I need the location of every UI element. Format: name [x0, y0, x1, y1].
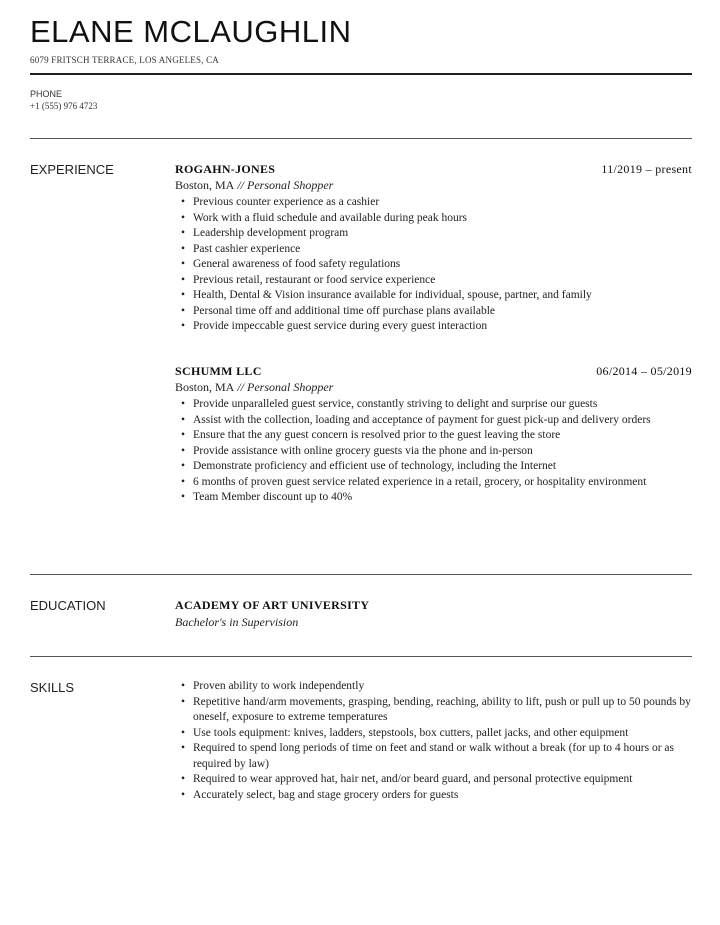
- section-divider: [30, 138, 692, 139]
- candidate-name: ELANE MCLAUGHLIN: [30, 14, 352, 49]
- degree: Bachelor's in Supervision: [175, 615, 299, 629]
- company-name: SCHUMM LLC: [175, 364, 262, 378]
- list-item: • Repetitive hand/arm movements, grasping, bending, reaching, ability to lift, push or pull up to 50 pounds by oneself, exposure to extreme temperatures: [175, 695, 692, 726]
- education-heading: EDUCATION: [30, 598, 106, 613]
- company-name: ROGAHN-JONES: [175, 162, 276, 176]
- job-dates: 06/2014 – 05/2019: [596, 364, 692, 378]
- job-bullets: [175, 195, 692, 335]
- phone-label: PHONE: [30, 89, 63, 99]
- list-item: • Previous retail, restaurant or food service experience: [175, 273, 692, 289]
- job-header: [175, 364, 692, 379]
- skills-entry: [175, 679, 692, 803]
- list-item: • Leadership development program: [175, 226, 692, 242]
- job-entry: [175, 162, 692, 335]
- education-entry: [175, 598, 692, 630]
- job-role: Personal Shopper: [247, 178, 334, 192]
- job-dates: 11/2019 – present: [601, 162, 692, 176]
- role-separator: //: [234, 380, 248, 394]
- list-item: • Assist with the collection, loading and acceptance of payment for guest pick-up and delivery orders: [175, 413, 692, 429]
- list-item: • Proven ability to work independently: [175, 679, 692, 695]
- list-item: • Team Member discount up to 40%: [175, 490, 692, 506]
- section-divider: [30, 656, 692, 657]
- skills-heading: SKILLS: [30, 680, 75, 695]
- section-divider: [30, 574, 692, 575]
- job-subtitle: [175, 178, 692, 193]
- list-item: • Health, Dental & Vision insurance available for individual, spouse, partner, and family: [175, 288, 692, 304]
- job-entry: [175, 364, 692, 506]
- list-item: • Provide impeccable guest service during every guest interaction: [175, 319, 692, 335]
- school-name: ACADEMY OF ART UNIVERSITY: [175, 598, 370, 612]
- list-item: • Provide assistance with online grocery guests via the phone and in-person: [175, 444, 692, 460]
- job-role: Personal Shopper: [247, 380, 334, 394]
- job-location: Boston, MA: [175, 178, 235, 192]
- experience-heading: EXPERIENCE: [30, 162, 114, 177]
- list-item: • Use tools equipment: knives, ladders, stepstools, box cutters, pallet jacks, and other equipment: [175, 726, 692, 742]
- list-item: • Provide unparalleled guest service, constantly striving to delight and surprise our guests: [175, 397, 692, 413]
- education-header: [175, 598, 692, 613]
- list-item: • Ensure that the any guest concern is resolved prior to the guest leaving the store: [175, 428, 692, 444]
- role-separator: //: [234, 178, 248, 192]
- list-item: • Required to spend long periods of time on feet and stand or walk without a break (for up to 4 hours or as required by law): [175, 741, 692, 772]
- address: 6079 FRITSCH TERRACE, LOS ANGELES, CA: [30, 55, 220, 65]
- list-item: • Past cashier experience: [175, 242, 692, 258]
- job-bullets: [175, 397, 692, 506]
- list-item: • Personal time off and additional time off purchase plans available: [175, 304, 692, 320]
- job-subtitle: [175, 380, 692, 395]
- skills-bullets: [175, 679, 692, 803]
- list-item: • 6 months of proven guest service related experience in a retail, grocery, or hospitality environment: [175, 475, 692, 491]
- list-item: • Accurately select, bag and stage grocery orders for guests: [175, 788, 692, 804]
- job-header: [175, 162, 692, 177]
- list-item: • Previous counter experience as a cashier: [175, 195, 692, 211]
- list-item: • General awareness of food safety regulations: [175, 257, 692, 273]
- list-item: • Required to wear approved hat, hair net, and/or beard guard, and personal protective equipment: [175, 772, 692, 788]
- phone-number: +1 (555) 976 4723: [30, 101, 98, 111]
- header-divider: [30, 73, 692, 75]
- job-location: Boston, MA: [175, 380, 235, 394]
- list-item: • Demonstrate proficiency and efficient use of technology, including the Internet: [175, 459, 692, 475]
- list-item: • Work with a fluid schedule and available during peak hours: [175, 211, 692, 227]
